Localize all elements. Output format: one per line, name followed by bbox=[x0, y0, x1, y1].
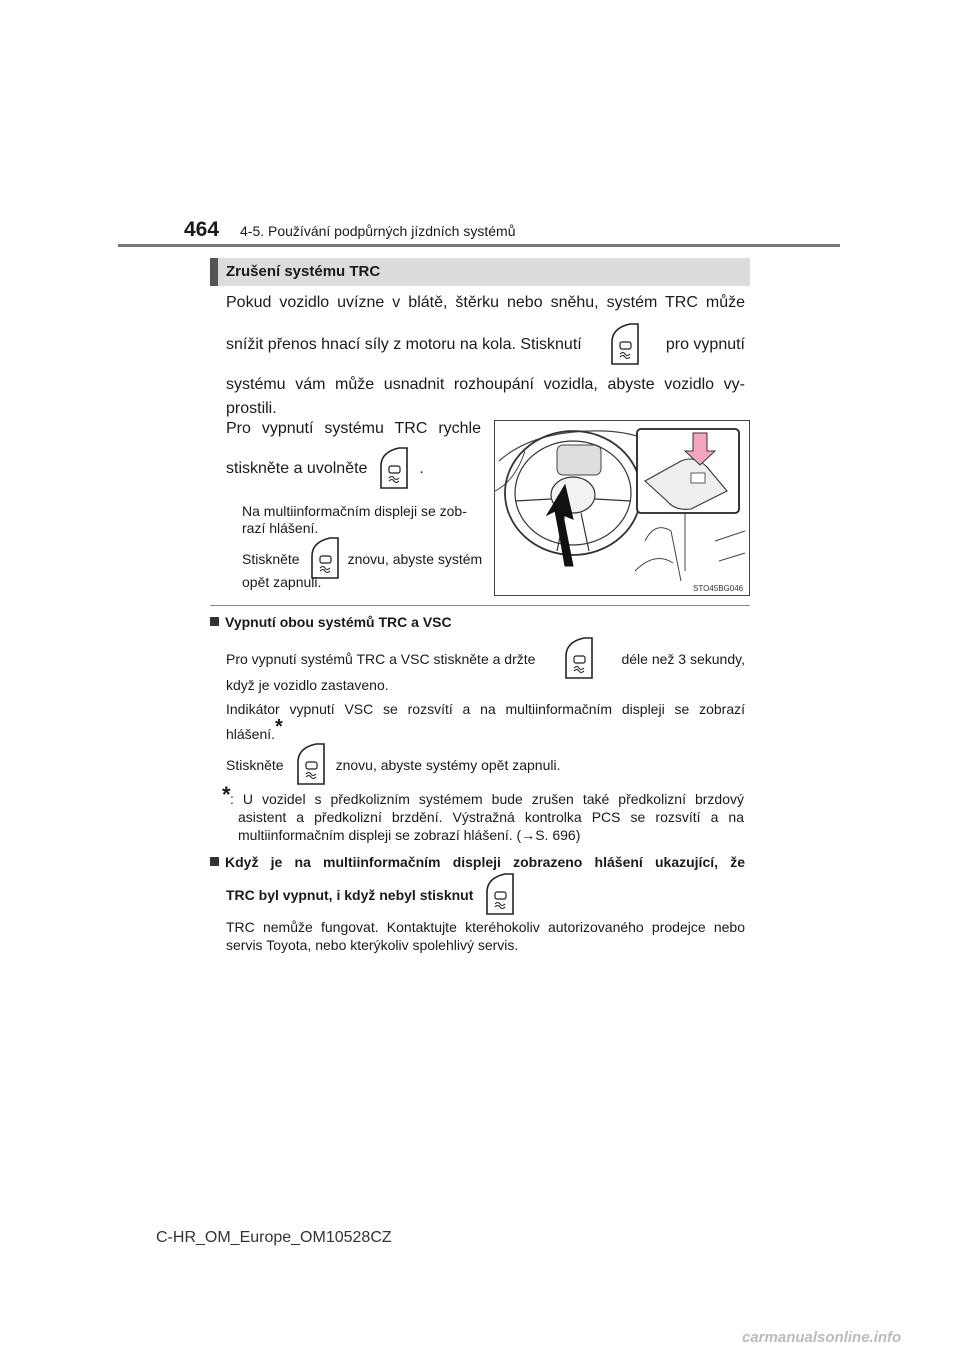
section-msg-title-1 bbox=[210, 852, 745, 872]
quick-note-1: Na multiinformačním displeji se zob- bbox=[242, 503, 467, 519]
page-number: 464 bbox=[184, 218, 220, 241]
intro-line-2 bbox=[226, 322, 745, 368]
quick-line-1: Pro vypnutí systému TRC rychle bbox=[226, 420, 481, 437]
footnote-line-3: multiinformačním displeji se zobrazí hlášení. (→S. 696) bbox=[238, 827, 581, 843]
vsc-off-button-icon bbox=[558, 636, 598, 682]
intro-line-4: prostili. bbox=[226, 400, 277, 417]
section-title: 4-5. Používání podpůrných jízdních systémů bbox=[240, 223, 516, 239]
bullet-square-icon bbox=[210, 857, 219, 866]
footer-code: C-HR_OM_Europe_OM10528CZ bbox=[156, 1229, 392, 1246]
footnote-marker: * bbox=[222, 782, 231, 807]
quick-line-2 bbox=[226, 446, 424, 492]
asterisk-mark: * bbox=[275, 716, 283, 738]
heading-title: Zrušení systému TRC bbox=[226, 263, 381, 280]
section-msg-title-1-text: Když je na multiinformačním displeji zobrazeno hlášení ukazující, že bbox=[225, 854, 745, 870]
heading-accent bbox=[210, 258, 218, 286]
section-both-line-2: když je vozidlo zastaveno. bbox=[226, 677, 389, 693]
illustration-code: STO45BG046 bbox=[693, 584, 744, 593]
section-both-line-5 bbox=[226, 742, 561, 788]
vsc-off-button-icon bbox=[373, 446, 413, 492]
quick-line-2-b: . bbox=[419, 460, 424, 477]
footnote-line-1: : U vozidel s předkolizním systémem bude zrušen také předkolizní brzdový bbox=[230, 791, 744, 807]
vsc-off-button-icon bbox=[604, 322, 644, 368]
footnote-line-2: asistent a předkolizní brzdění. Výstražná kontrolka PCS se rozsvítí a na bbox=[238, 809, 744, 825]
header-rule bbox=[118, 244, 840, 247]
section-both-line-5-a: Stiskněte bbox=[226, 757, 284, 773]
section-both-line-3: Indikátor vypnutí VSC se rozsvítí a na multiinformačním displeji se zobrazí bbox=[226, 701, 745, 717]
watermark: carmanualsonline.info bbox=[742, 1329, 902, 1346]
section-msg-title-2 bbox=[226, 872, 519, 918]
intro-line-1: Pokud vozidlo uvízne v blátě, štěrku nebo sněhu, systém TRC může bbox=[226, 294, 745, 311]
section-msg-title-2-text: TRC byl vypnut, i když nebyl stisknut bbox=[226, 887, 474, 903]
intro-line-3: systému vám může usnadnit rozhoupání vozidla, abyste vozidlo vy- bbox=[226, 376, 745, 393]
quick-note-2: razí hlášení. bbox=[242, 520, 319, 536]
section-both-line-4 bbox=[226, 718, 283, 743]
quick-note-3-a: Stiskněte bbox=[242, 551, 300, 567]
intro-line-2-a: snížit přenos hnací síly z motoru na kola. Stisknutí bbox=[226, 336, 582, 353]
section-msg-line-2: servis Toyota, nebo kterýkoliv spolehlivý servis. bbox=[226, 937, 519, 953]
steering-wheel-illustration bbox=[494, 420, 750, 596]
section-msg-line-1: TRC nemůže fungovat. Kontaktujte kteréhokoliv autorizovaného prodejce nebo bbox=[226, 919, 745, 935]
quick-note-4: opět zapnuli. bbox=[242, 574, 322, 590]
section-both-line-4-text: hlášení. bbox=[226, 726, 276, 742]
vsc-off-button-icon bbox=[479, 872, 519, 918]
vsc-off-button-icon bbox=[290, 742, 330, 788]
quick-line-2-a: stiskněte a uvolněte bbox=[226, 460, 368, 477]
section-both-line-1-b: déle než 3 sekundy, bbox=[621, 651, 745, 667]
section-both-line-1-a: Pro vypnutí systémů TRC a VSC stiskněte a držte bbox=[226, 651, 536, 667]
section-both-line-5-b: znovu, abyste systémy opět zapnuli. bbox=[335, 757, 561, 773]
bullet-square-icon bbox=[210, 617, 219, 626]
section-divider bbox=[210, 605, 750, 606]
intro-line-2-b: pro vypnutí bbox=[665, 336, 745, 353]
section-both-title-text: Vypnutí obou systémů TRC a VSC bbox=[225, 614, 452, 630]
quick-note-3-b: znovu, abyste systém bbox=[347, 551, 483, 567]
section-both-title bbox=[210, 614, 452, 630]
